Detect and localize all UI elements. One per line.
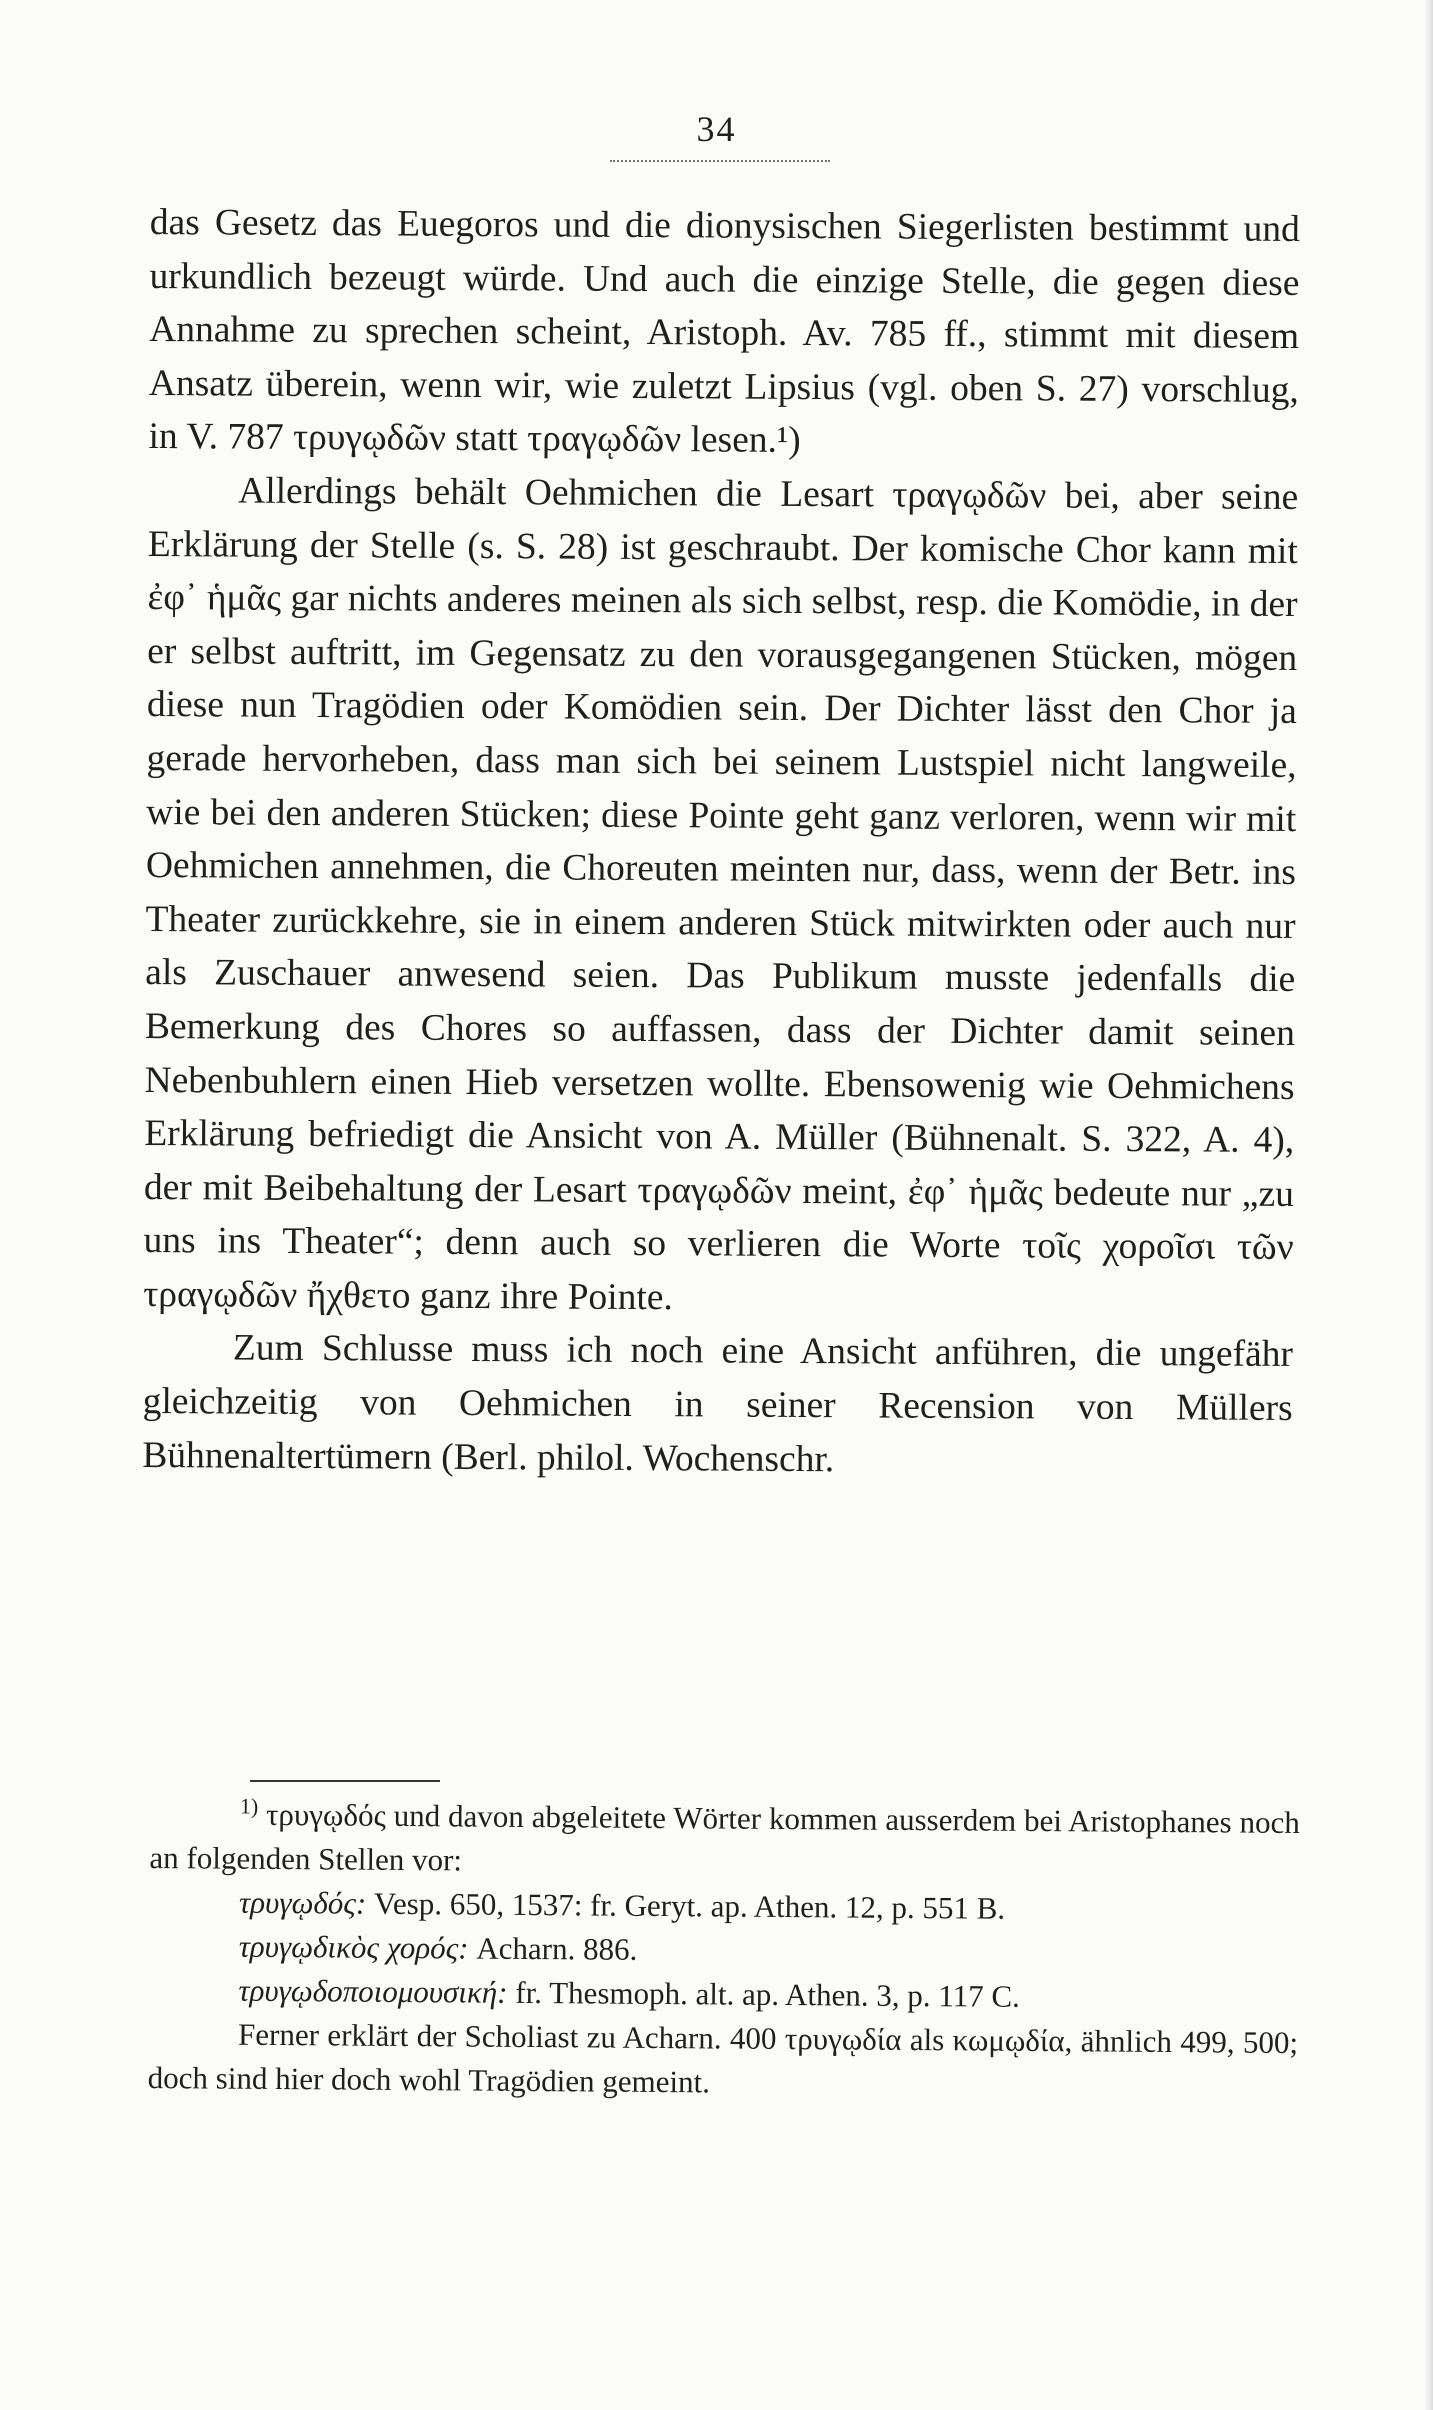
footnote-intro-text: τρυγῳδός und davon abgeleitete Wörter kommen ausserdem bei Aristophanes noch an folgenden Stellen vor:: [149, 1796, 1300, 1878]
footnote-term: τρυγῳδικὸς χορός:: [238, 1928, 469, 1966]
paragraph-3: Zum Schlusse muss ich noch eine Ansicht anführen, die ungefähr gleichzeitig von Oehmichen in seiner Recension von Müllers Bühnenaltertümern (Berl. philol. Wochenschr.: [142, 1327, 1294, 1480]
paragraph-2: Allerdings behält Oehmichen die Lesart τραγῳδῶν bei, aber seine Erklärung der Stelle (s. S. 28) ist geschraubt. Der komische Chor kann mit ἐφ᾽ ἡμᾶς gar nichts anderes meinen als sich selbst, resp. die Komödie, in der er selbst auftritt, im Gegensatz zu den vorausgegangenen Stücken, mögen diese nun Tragödien oder Komödien sein. Der Dichter lässt den Chor ja gerade hervorheben, dass man sich bei seinem Lustspiel nicht langweile, wie bei den anderen Stücken; diese Pointe geht ganz verloren, wenn wir mit Oehmichen annehmen, die Choreuten meinten nur, dass, wenn der Betr. ins Theater zurückkehre, sie in einem anderen Stück mitwirkten oder auch nur als Zuschauer anwesend seien. Das Publikum musste jedenfalls die Bemerkung des Chores so auffassen, dass der Dichter damit seinen Nebenbuhlern einen Hieb versetzen wollte. Ebensowenig wie Oehmichens Erklärung befriedigt die Ansicht von A. Müller (Bühnenalt. S. 322, A. 4), der mit Beibehaltung der Lesart τραγῳδῶν meint, ἐφ᾽ ἡμᾶς bedeute nur „zu uns ins Theater“; denn auch so verlieren die Worte τοῖς χοροῖσι τῶν τραγῳδῶν ἤχθετο ganz ihre Pointe.: [143, 470, 1299, 1319]
main-text: [142, 196, 1300, 1489]
page-number: 34: [696, 109, 737, 149]
footnote-marker: 1): [239, 1793, 259, 1819]
footnote-ref: fr. Thesmoph. alt. ap. Athen. 3, p. 117 C.: [515, 1974, 1021, 2014]
header-rule: [610, 160, 830, 162]
paragraph-1: das Gesetz das Euegoros und die dionysischen Siegerlisten bestimmt und urkundlich bezeugt würde. Und auch die einzige Stelle, die gegen diese Annahme zu sprechen scheint, Aristoph. Av. 785 ff., stimmt mit diesem Ansatz überein, wenn wir, wie zuletzt Lipsius (vgl. oben S. 27) vorschlug, in V. 787 τρυγῳδῶν statt τραγῳδῶν lesen.¹): [148, 201, 1300, 462]
footnote-ref: Vesp. 650, 1537: fr. Geryt. ap. Athen. 12, p. 551 B.: [373, 1885, 1006, 1926]
footnote-term: τρυγῳδοποιομουσική:: [238, 1972, 508, 2010]
page-gutter-shadow: [1425, 0, 1433, 2410]
footnotes: [148, 1792, 1300, 2109]
footnote-term: τρυγῳδός:: [238, 1884, 367, 1921]
footnote-intro: [149, 1792, 1300, 1889]
footnote-rule: [250, 1780, 440, 1782]
footnote-closing: Ferner erklärt der Scholiast zu Acharn. 400 τρυγῳδία als κωμῳδία, ähnlich 499, 500; doch sind hier doch wohl Tragödien gemeint.: [147, 2016, 1299, 2100]
footnote-ref: Acharn. 886.: [476, 1930, 638, 1967]
